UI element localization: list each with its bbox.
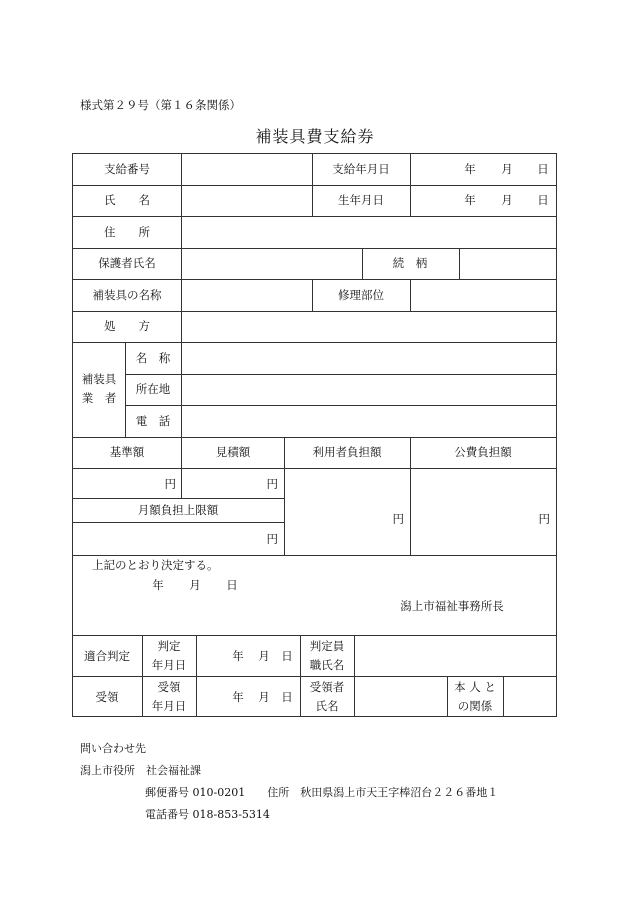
office-name: 潟上市役所 社会福祉課 (80, 764, 201, 777)
name-label: 氏 名 (104, 193, 150, 207)
vendor-label-line1: 補装具 (81, 372, 117, 386)
receipt-day: 日 (281, 690, 293, 704)
judgement-officer-label-line1: 判定員 (309, 639, 345, 653)
relationship-label: 続 柄 (392, 256, 428, 270)
vendor-location-label: 所在地 (135, 382, 171, 396)
estimate-amount-label: 見積額 (215, 445, 251, 459)
payment-number-label: 支給番号 (104, 162, 150, 176)
payment-date-day: 日 (537, 162, 549, 176)
judgement-date-label-line2: 年月日 (151, 658, 187, 672)
receipt-year: 年 (232, 690, 244, 704)
birth-date-month: 月 (501, 193, 513, 207)
judgement-label: 適合判定 (84, 649, 130, 663)
receipt-date-label-line1: 受領 (157, 680, 181, 694)
postal-address: 郵便番号 010-0201 住所 秋田県潟上市天王字棒沼台２２６番地１ (145, 786, 499, 799)
public-burden-yen: 円 (538, 512, 550, 526)
relationship-to-self-line2: の関係 (457, 699, 493, 713)
user-burden-label: 利用者負担額 (312, 445, 382, 459)
monthly-limit-yen: 円 (266, 532, 278, 546)
judgement-day: 日 (281, 649, 293, 663)
decision-year: 年 (152, 578, 164, 592)
receipt-label: 受領 (95, 690, 119, 704)
birth-date-label: 生年月日 (338, 193, 384, 207)
vendor-name-label: 名 称 (135, 351, 171, 365)
judgement-officer-label-line2: 職氏名 (309, 658, 345, 672)
vendor-label-line2: 業 者 (81, 391, 117, 405)
birth-date-year: 年 (464, 193, 476, 207)
inquiry-heading: 問い合わせ先 (80, 742, 146, 755)
monthly-limit-label: 月額負担上限額 (137, 503, 219, 517)
phone-number: 電話番号 018-853-5314 (145, 808, 270, 821)
repair-part-label: 修理部位 (338, 288, 384, 302)
relationship-to-self-label (454, 678, 496, 716)
judgement-officer-label (310, 637, 345, 675)
device-name-label: 補装具の名称 (92, 288, 162, 302)
decision-day: 日 (226, 578, 238, 592)
relationship-to-self-line1: 本 人 と (454, 680, 496, 694)
issuer-name: 潟上市福祉事務所長 (400, 599, 504, 613)
receiver-name-label-line2: 氏名 (315, 699, 339, 713)
payment-date-month: 月 (501, 162, 513, 176)
receipt-date-label (152, 678, 187, 716)
payment-date-label: 支給年月日 (332, 162, 390, 176)
judgement-date-label (152, 637, 187, 675)
decision-statement: 上記のとおり決定する。 (92, 558, 219, 572)
judgement-month: 月 (258, 649, 270, 663)
receipt-month: 月 (258, 690, 270, 704)
guardian-name-label: 保護者氏名 (98, 256, 156, 270)
judgement-date-label-line1: 判定 (157, 639, 181, 653)
user-burden-yen: 円 (392, 512, 404, 526)
receiver-name-label (310, 678, 345, 716)
form-number: 様式第２９号（第１６条関係） (80, 98, 241, 112)
receipt-date-label-line2: 年月日 (151, 699, 187, 713)
birth-date-day: 日 (537, 193, 549, 207)
payment-date-year: 年 (464, 162, 476, 176)
receiver-name-label-line1: 受領者 (309, 680, 345, 694)
standard-amount-yen: 円 (164, 477, 176, 491)
page-title: 補装具費支給券 (255, 127, 375, 146)
prescription-label: 処 方 (104, 319, 150, 333)
public-burden-label: 公費負担額 (454, 445, 512, 459)
standard-amount-label: 基準額 (109, 445, 145, 459)
judgement-year: 年 (232, 649, 244, 663)
vendor-label (82, 370, 117, 408)
vendor-phone-label: 電 話 (135, 414, 171, 428)
address-label: 住 所 (104, 225, 150, 239)
decision-month: 月 (189, 578, 201, 592)
estimate-amount-yen: 円 (266, 477, 278, 491)
